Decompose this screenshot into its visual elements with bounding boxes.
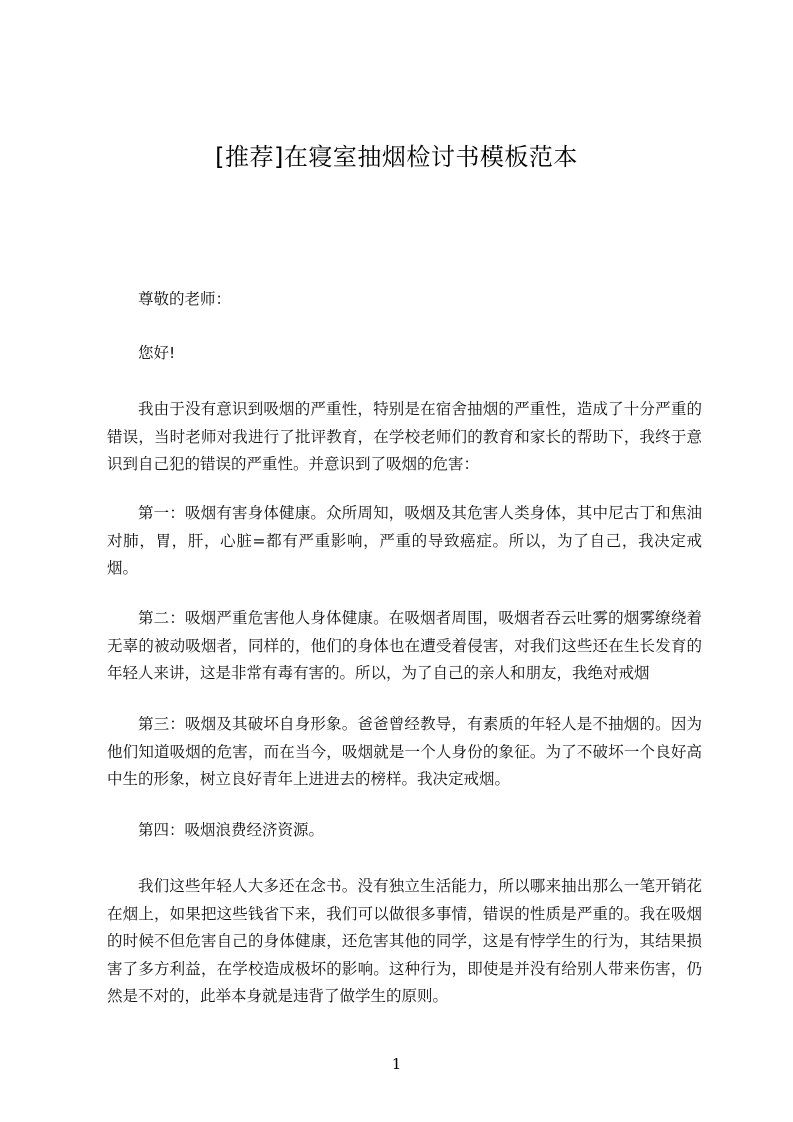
point-four-paragraph: 第四：吸烟浪费经济资源。 — [138, 821, 325, 839]
closing-paragraph: 我们这些年轻人大多还在念书。没有独立生活能力，所以哪来抽出那么一笔开销花在烟上，如果把这些钱省下来，我们可以做很多事情，错误的性质是严重的。我在吸烟的时候不但危害自己的身体健康，还危害其他的同学，这是有悖学生的行为，其结果损害了多方利益，在学校造成极坏的影响。这种行为，即使是并没有给别人带来伤害，仍然是不对的，此举本身就是违背了做学生的原则。 — [107, 877, 702, 1005]
greeting: 您好! — [138, 344, 176, 362]
point-two-paragraph: 第二：吸烟严重危害他人身体健康。在吸烟者周围，吸烟者吞云吐雾的烟雾缭绕着无辜的被动吸烟者，同样的，他们的身体也在遭受着侵害，对我们这些还在生长发育的年轻人来讲，这是非常有毒有害的。所以，为了自己的亲人和朋友，我绝对戒烟 — [107, 609, 702, 682]
point-one-paragraph: 第一：吸烟有害身体健康。众所周知，吸烟及其危害人类身体，其中尼古丁和焦油对肺，胃，肝，心脏=都有严重影响，严重的导致癌症。所以，为了自己，我决定戒烟。 — [107, 504, 702, 577]
salutation: 尊敬的老师： — [138, 290, 232, 308]
intro-paragraph: 我由于没有意识到吸烟的严重性，特别是在宿舍抽烟的严重性，造成了十分严重的错误，当时老师对我进行了批评教育，在学校老师们的教育和家长的帮助下，我终于意识到自己犯的错误的严重性。并意识到了吸烟的危害： — [107, 400, 702, 473]
document-title: [推荐]在寝室抽烟检讨书模板范本 — [215, 143, 578, 171]
page-number: 1 — [391, 1055, 402, 1073]
point-three-paragraph: 第三：吸烟及其破坏自身形象。爸爸曾经教导，有素质的年轻人是不抽烟的。因为他们知道吸烟的危害，而在当今，吸烟就是一个人身份的象征。为了不破坏一个良好高中生的形象，树立良好青年上进进去的榜样。我决定戒烟。 — [107, 715, 702, 788]
